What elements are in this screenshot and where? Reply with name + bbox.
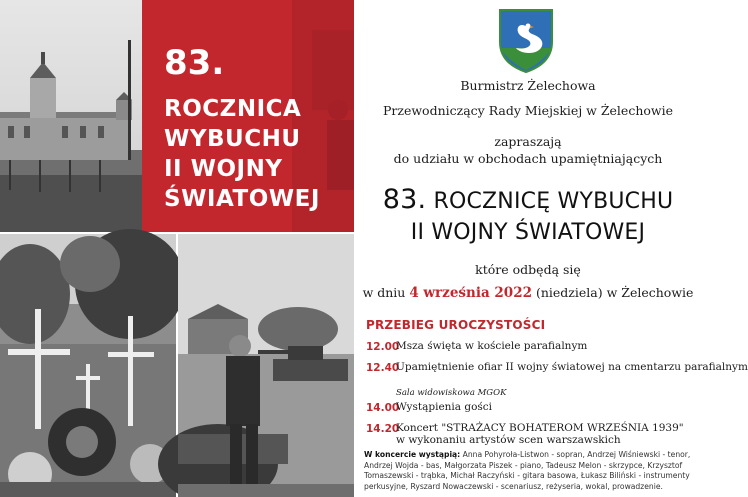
date-suffix: (niedziela) w Żelechowie	[535, 285, 694, 300]
hero-line: WYBUCHU	[164, 126, 301, 152]
event-title-line2: II WOJNY ŚWIATOWEJ	[410, 220, 646, 245]
program-time: 14.00	[366, 402, 400, 414]
hero-number: 83.	[164, 43, 225, 83]
program-item	[366, 340, 696, 361]
event-date: 4 września 2022	[409, 285, 532, 301]
program-event: Msza święta w kościele parafialnym	[396, 340, 588, 352]
event-title-text: ROCZNICĘ WYBUCHU	[433, 189, 674, 214]
hero-line: ŚWIATOWEJ	[164, 186, 320, 212]
program-list	[366, 340, 748, 450]
hero-title	[164, 44, 354, 214]
program-time: 12.40	[366, 362, 400, 374]
program-event: Upamiętnienie ofiar II wojny światowej na cmentarzu parafialnym	[396, 361, 748, 373]
program-item	[366, 401, 696, 422]
photo-soldier-tank	[178, 234, 354, 497]
invite-line: do udziału w obchodach upamiętniających	[393, 151, 663, 166]
hero-line: ROCZNICA	[164, 96, 302, 122]
host-mayor: Burmistrz Żelechowa	[460, 78, 596, 93]
program-event-title: Koncert "STRAŻACY BOHATEROM WRZEŚNIA 1939"	[396, 422, 684, 434]
program-item	[366, 361, 748, 386]
photo-cemetery	[0, 234, 176, 497]
event-title-number: 83.	[382, 184, 427, 215]
hero-line: II WOJNY	[164, 156, 283, 182]
performers-note	[364, 450, 696, 492]
program-time: 14.20	[366, 423, 400, 435]
program-event	[396, 422, 684, 446]
program-venue: Sala widowiskowa MGOK	[396, 388, 507, 398]
program-heading: PRZEBIEG UROCZYSTOŚCI	[366, 318, 546, 332]
held-line: które odbędą się	[475, 262, 581, 277]
program-venue-row	[366, 386, 696, 401]
date-prefix: w dniu	[362, 285, 406, 300]
red-title-panel	[142, 0, 354, 232]
invite-word: zapraszają	[494, 134, 562, 149]
host-council: Przewodniczący Rady Miejskiej w Żelechowie	[382, 103, 674, 118]
performers-label: W koncercie wystąpią:	[364, 450, 461, 459]
program-event-sub: w wykonaniu artystów scen warszawskich	[396, 434, 621, 446]
program-time: 12.00	[366, 341, 400, 353]
program-event: Wystąpienia gości	[396, 401, 493, 413]
program-item	[366, 422, 696, 450]
coat-of-arms-icon	[498, 8, 554, 74]
performers-text: Anna Pohyroła-Listwon - sopran, Andrzej Wiśniewski - tenor, Andrzej Wojda - bas, Małgorzata Piszek - piano, Tadeusz Melon - skrzypce, Krzysztof Tomaszewski - trąbka, Michał Raczyński - gitara basowa, Łukasz Biliński - instrumenty perkusyjne, Ryszard Nowaczewski - scenariusz, reżyseria, wokal, prowadzenie.	[364, 450, 691, 491]
invitation-column	[356, 0, 748, 497]
photo-church	[0, 0, 142, 232]
date-line	[356, 285, 700, 301]
event-title-line1	[356, 184, 700, 215]
